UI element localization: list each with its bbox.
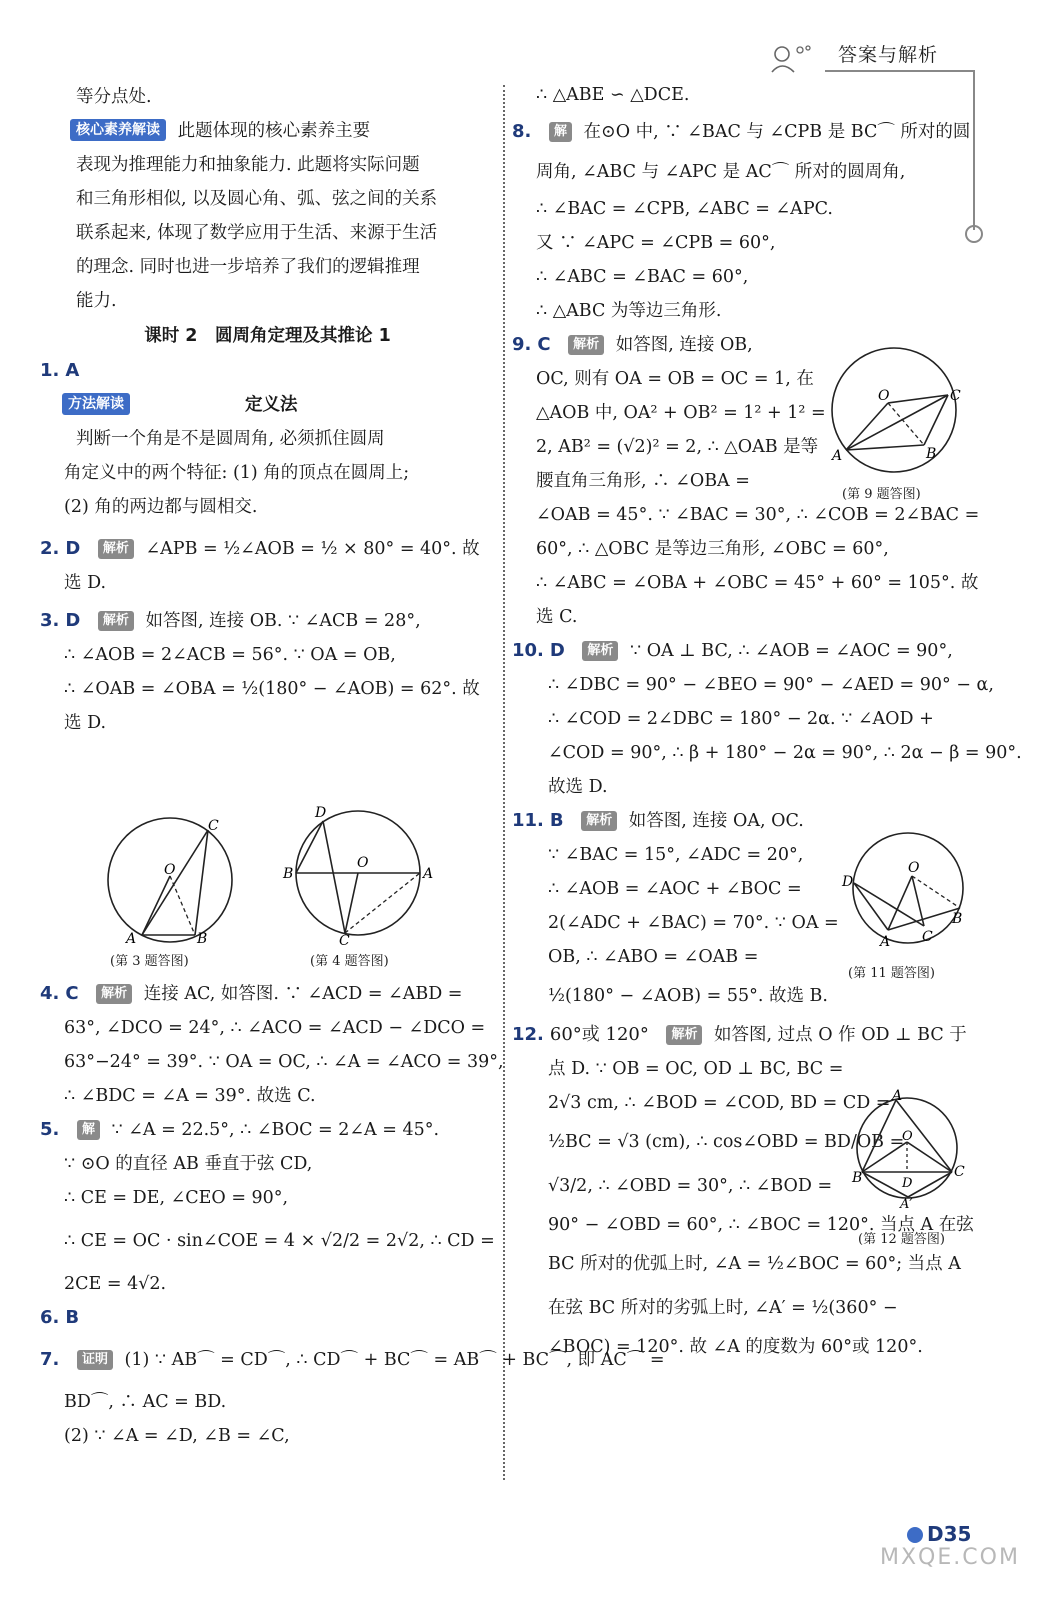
svg-text:D: D [842, 874, 854, 890]
text-line: 如答图, 连接 OB, [615, 335, 753, 355]
svg-text:B: B [197, 931, 208, 947]
text-line: ∴ ∠COD = 2∠DBC = 180° − 2α. ∵ ∠AOD + [548, 709, 934, 729]
text-line: (2) 角的两边都与圆相交. [64, 497, 258, 517]
header-rule [825, 70, 975, 72]
analysis-badge: 解析 [582, 641, 618, 661]
text-line: ∴ CE = OC · sin∠COE = 4 × √2/2 = 2√2, ∴ CD = [64, 1231, 495, 1251]
text-line: ∵ OA ⊥ BC, ∴ ∠AOB = ∠AOC = 90°, [630, 641, 953, 661]
text-line: BC 所对的优弧上时, ∠A = ½∠BOC = 60°; 当点 A [548, 1254, 961, 1274]
question-number: 11. [512, 810, 544, 831]
question-6 [40, 1301, 495, 1335]
text-line: OC, 则有 OA = OB = OC = 1, 在 [536, 369, 814, 389]
left-column [40, 80, 495, 740]
svg-text:B: B [926, 446, 937, 462]
svg-text:D: D [315, 805, 327, 821]
text-line: △AOB 中, OA² + OB² = 1² + 1² = [536, 403, 826, 423]
question-3 [40, 604, 495, 638]
figure-9-caption: (第 9 题答图) [842, 487, 921, 502]
question-7 [40, 1335, 665, 1385]
core-literacy-block [40, 114, 495, 148]
svg-text:A: A [423, 866, 434, 882]
text-line: ∴ △ABE ∽ △DCE. [536, 85, 690, 105]
text-line: 点 D. ∵ OB = OC, OD ⊥ BC, BC = [548, 1059, 844, 1079]
question-number: 9. [512, 334, 532, 355]
question-12 [512, 1018, 982, 1052]
text-line: ∠OAB = 45°. ∵ ∠BAC = 30°, ∴ ∠COB = 2∠BAC = [536, 505, 980, 525]
question-10 [512, 634, 982, 668]
question-number: 8. [512, 121, 532, 142]
text-line: 63°−24° = 39°. ∵ OA = OC, ∴ ∠A = ∠ACO = 39°, [64, 1052, 504, 1072]
analysis-badge: 解析 [96, 984, 132, 1004]
text-line: 此题体现的核心素养主要 [177, 121, 371, 141]
answer-text: 60°或 120° [549, 1024, 649, 1045]
answer-letter: D [65, 610, 81, 631]
text-line: 表现为推理能力和抽象能力. 此题将实际问题 [76, 155, 420, 175]
text-line: ∴ ∠ABC = ∠BAC = 60°, [536, 267, 749, 287]
analysis-badge: 解析 [98, 539, 134, 559]
figure-4-diagram [283, 805, 434, 949]
figure-4-caption: (第 4 题答图) [310, 954, 389, 969]
analysis-badge: 解析 [98, 611, 134, 631]
svg-text:B: B [852, 1170, 863, 1186]
analysis-badge: 解析 [666, 1025, 702, 1045]
proof-badge: 证明 [77, 1350, 113, 1370]
text-line: ∴ ∠BDC = ∠A = 39°. 故选 C. [64, 1086, 316, 1106]
text-line: 又 ∵ ∠APC = ∠CPB = 60°, [536, 233, 776, 253]
text-line: 在弦 BC 所对的劣弧上时, ∠A′ = ½(360° − [548, 1298, 898, 1318]
figure-12-diagram [852, 1090, 972, 1210]
figure-11-diagram [840, 828, 970, 953]
text-line: ∵ ⊙O 的直径 AB 垂直于弦 CD, [64, 1154, 313, 1174]
text-line: 选 D. [64, 713, 107, 733]
text-line: ∴ CE = DE, ∠CEO = 90°, [64, 1188, 289, 1208]
question-number: 1. [40, 360, 60, 381]
analysis-badge: 解析 [568, 335, 604, 355]
header-title: 答案与解析 [838, 44, 939, 66]
text-line: √3/2, ∴ ∠OBD = 30°, ∴ ∠BOD = [548, 1176, 833, 1196]
column-divider [503, 85, 505, 1480]
method-title: 定义法 [245, 395, 298, 415]
question-number: 6. [40, 1307, 60, 1328]
text-line: ∴ ∠OAB = ∠OBA = ½(180° − ∠AOB) = 62°. 故 [64, 679, 480, 699]
figure-3-diagram [100, 820, 270, 945]
svg-text:C: C [922, 929, 933, 945]
text-line: ∴ △ABC 为等边三角形. [536, 301, 722, 321]
method-badge: 方法解读 [62, 393, 130, 415]
text-line: 90° − ∠OBD = 60°, ∴ ∠BOC = 120°. 当点 A 在弦 [548, 1215, 974, 1235]
text-line: 选 D. [64, 573, 107, 593]
text-line: 63°, ∠DCO = 24°, ∴ ∠ACO = ∠ACD − ∠DCO = [64, 1018, 486, 1038]
text-line: 联系起来, 体现了数学应用于生活、来源于生活 [76, 223, 438, 243]
thinking-person-icon [768, 42, 816, 76]
text-line: 等分点处. [76, 87, 152, 107]
text-line: 如答图, 过点 O 作 OD ⊥ BC 于 [714, 1025, 967, 1045]
svg-text:B: B [283, 866, 294, 882]
answer-letter: C [537, 334, 551, 355]
answer-letter: D [549, 640, 565, 661]
lesson-title: 课时 2 圆周角定理及其推论 1 [144, 326, 391, 346]
svg-text:C: C [339, 933, 350, 949]
text-line: 的理念. 同时也进一步培养了我们的逻辑推理 [76, 257, 420, 277]
text-line: 连接 AC, 如答图. ∵ ∠ACD = ∠ABD = [143, 984, 463, 1004]
text-line: 故选 D. [548, 777, 608, 797]
text-line: 判断一个角是不是圆周角, 必须抓住圆周 [76, 429, 385, 449]
text-line: 和三角形相似, 以及圆心角、弧、弦之间的关系 [76, 189, 438, 209]
question-number: 10. [512, 640, 544, 661]
svg-text:A: A [892, 1088, 903, 1104]
svg-text:A′: A′ [900, 1197, 913, 1212]
answer-letter: C [65, 983, 79, 1004]
text-line: ∴ ∠AOB = 2∠ACB = 56°. ∵ OA = OB, [64, 645, 396, 665]
question-2 [40, 532, 495, 566]
figure-9-diagram [826, 345, 976, 475]
watermark: MXQE.COM [880, 1545, 1020, 1570]
text-line: ∠BOC) = 120°. 故 ∠A 的度数为 60°或 120°. [548, 1337, 923, 1357]
text-line: 如答图, 连接 OB. ∵ ∠ACB = 28°, [145, 611, 421, 631]
text-line: ∵ ∠BAC = 15°, ∠ADC = 20°, [548, 845, 804, 865]
text-line: ∴ ∠BAC = ∠CPB, ∠ABC = ∠APC. [536, 199, 833, 219]
figure-11-caption: (第 11 题答图) [848, 966, 935, 981]
question-5 [40, 1113, 495, 1147]
question-4 [40, 977, 495, 1011]
answer-letter: D [65, 538, 81, 559]
svg-text:D: D [902, 1176, 913, 1191]
svg-text:O: O [908, 860, 920, 876]
text-line: ∠COD = 90°, ∴ β + 180° − 2α = 90°, ∴ 2α − β = 90°. [548, 743, 1022, 763]
text-line: (1) ∵ AB⌒ = CD⌒, ∴ CD⌒ + BC⌒ = AB⌒ + BC⌒, 即 AC⌒ = [124, 1350, 665, 1370]
text-line: ∴ ∠ABC = ∠OBA + ∠OBC = 45° + 60° = 105°. 故 [536, 573, 979, 593]
figure-3-caption: (第 3 题答图) [110, 954, 189, 969]
question-number: 3. [40, 610, 60, 631]
text-line: ∴ ∠DBC = 90° − ∠BEO = 90° − ∠AED = 90° − α, [548, 675, 994, 695]
question-number: 12. [512, 1024, 544, 1045]
question-1 [40, 354, 495, 388]
svg-text:O: O [878, 388, 890, 404]
text-line: BD⌒, ∴ AC = BD. [64, 1392, 227, 1412]
text-line: 如答图, 连接 OA, OC. [628, 811, 804, 831]
question-number: 2. [40, 538, 60, 559]
text-line: 60°, ∴ △OBC 是等边三角形, ∠OBC = 60°, [536, 539, 889, 559]
svg-text:C: C [950, 388, 961, 404]
core-literacy-badge: 核心素养解读 [70, 119, 166, 141]
question-number: 4. [40, 983, 60, 1004]
svg-text:C: C [208, 818, 219, 834]
question-number: 7. [40, 1349, 60, 1370]
answer-letter: B [549, 810, 564, 831]
solution-badge: 解 [77, 1120, 100, 1140]
page-number [907, 1522, 971, 1546]
svg-text:O: O [902, 1129, 913, 1144]
figure-12-caption: (第 12 题答图) [858, 1232, 945, 1247]
text-line: ½BC = √3 (cm), ∴ cos∠OBD = BD/OB = [548, 1132, 905, 1152]
answer-letter: B [65, 1307, 80, 1328]
text-line: 2, AB² = (√2)² = 2, ∴ △OAB 是等 [536, 437, 819, 457]
text-line: ½(180° − ∠AOB) = 55°. 故选 B. [548, 986, 828, 1006]
svg-text:A: A [880, 934, 891, 950]
text-line: 2(∠ADC + ∠BAC) = 70°. ∵ OA = [548, 913, 839, 933]
text-line: 能力. [76, 291, 117, 311]
solution-badge: 解 [549, 122, 572, 142]
text-line: 周角, ∠ABC 与 ∠APC 是 AC⌒ 所对的圆周角, [536, 162, 906, 182]
question-8 [512, 112, 982, 152]
svg-text:A: A [126, 931, 137, 947]
svg-text:O: O [164, 862, 176, 878]
text-line: ∵ ∠A = 22.5°, ∴ ∠BOC = 2∠A = 45°. [111, 1120, 440, 1140]
method-block [40, 388, 495, 422]
question-number: 5. [40, 1119, 60, 1140]
text-line: 2CE = 4√2. [64, 1274, 167, 1294]
text-line: ∠APB = ½∠AOB = ½ × 80° = 40°. 故 [145, 539, 480, 559]
text-line: (2) ∵ ∠A = ∠D, ∠B = ∠C, [64, 1426, 290, 1446]
page-number-text: D35 [927, 1522, 972, 1546]
text-line: 在⊙O 中, ∵ ∠BAC 与 ∠CPB 是 BC⌒ 所对的圆 [583, 122, 971, 142]
svg-text:C: C [954, 1164, 965, 1180]
page-marker-icon [907, 1527, 923, 1543]
text-line: 角定义中的两个特征: (1) 角的顶点在圆周上; [64, 463, 410, 483]
text-line: 2√3 cm, ∴ ∠BOD = ∠COD, BD = CD = [548, 1093, 891, 1113]
analysis-badge: 解析 [581, 811, 617, 831]
svg-text:B: B [952, 911, 963, 927]
text-line: 腰直角三角形, ∴ ∠OBA = [536, 471, 750, 491]
text-line: ∴ ∠AOB = ∠AOC + ∠BOC = [548, 879, 802, 899]
svg-text:A: A [832, 448, 843, 464]
text-line: OB, ∴ ∠ABO = ∠OAB = [548, 947, 759, 967]
text-line: 选 C. [536, 607, 578, 627]
answer-letter: A [65, 360, 80, 381]
svg-text:O: O [357, 855, 369, 871]
